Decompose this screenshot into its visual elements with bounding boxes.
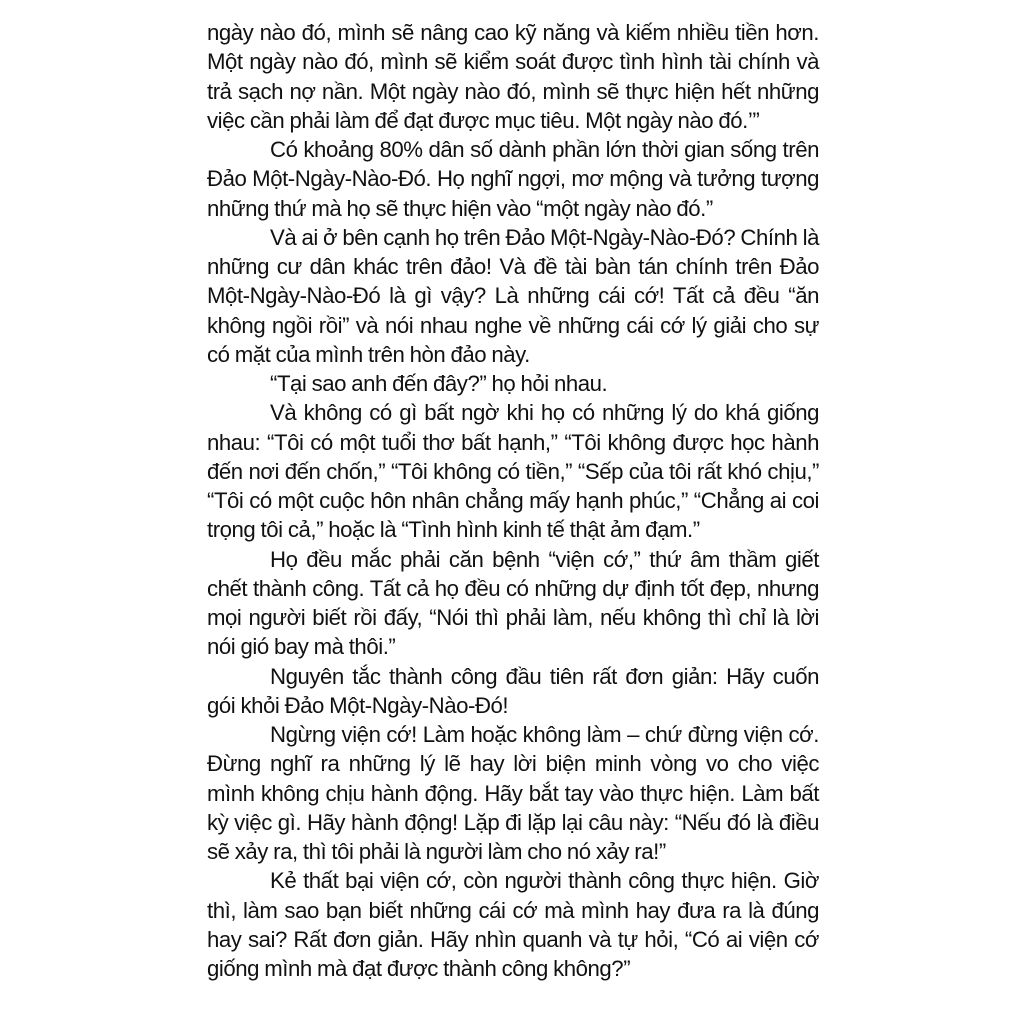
paragraph-1: ngày nào đó, mình sẽ nâng cao kỹ năng và kiếm nhiều tiền hơn. Một ngày nào đó, mình sẽ kiểm soát được tình hình tài chính và trả sạch nợ nần. Một ngày nào đó, mình sẽ thực hiện hết những việc cần phải làm để đạt được mục tiêu. Một ngày nào đó.’” (207, 20, 819, 133)
paragraph-3: Và ai ở bên cạnh họ trên Đảo Một-Ngày-Nào-Đó? Chính là những cư dân khác trên đảo! Và đề tài bàn tán chính trên Đảo Một-Ngày-Nào-Đó là gì vậy? Là những cái cớ! Tất cả đều “ăn không ngồi rồi” và nói nhau nghe về những cái cớ lý giải cho sự có mặt của mình trên hòn đảo này. (207, 224, 819, 367)
paragraph-6: Họ đều mắc phải căn bệnh “viện cớ,” thứ âm thầm giết chết thành công. Tất cả họ đều có những dự định tốt đẹp, nhưng mọi người biết rồi đấy, “Nói thì phải làm, nếu không thì chỉ là lời nói gió bay mà thôi.” (207, 546, 819, 660)
body-text (207, 18, 819, 983)
paragraph-2: Có khoảng 80% dân số dành phần lớn thời gian sống trên Đảo Một-Ngày-Nào-Đó. Họ nghĩ ngợi, mơ mộng và tưởng tượng những thứ mà họ sẽ thực hiện vào “một ngày nào đó.” (207, 137, 819, 221)
paragraph-7: Nguyên tắc thành công đầu tiên rất đơn giản: Hãy cuốn gói khỏi Đảo Một-Ngày-Nào-Đó! (207, 663, 819, 718)
paragraph-4: “Tại sao anh đến đây?” họ hỏi nhau. (270, 371, 608, 396)
paragraph-9: Kẻ thất bại viện cớ, còn người thành công thực hiện. Giờ thì, làm sao bạn biết những cái cớ mà mình hay đưa ra là đúng hay sai? Rất đơn giản. Hãy nhìn quanh và tự hỏi, “Có ai viện cớ giống mình mà đạt được thành công không?” (207, 868, 819, 981)
paragraph-8: Ngừng viện cớ! Làm hoặc không làm – chứ đừng viện cớ. Đừng nghĩ ra những lý lẽ hay lời biện minh vòng vo cho việc mình không chịu hành động. Hãy bắt tay vào thực hiện. Làm bất kỳ việc gì. Hãy hành động! Lặp đi lặp lại câu này: “Nếu đó là điều sẽ xảy ra, thì tôi phải là người làm cho nó xảy ra!” (207, 722, 819, 864)
paragraph-5: Và không có gì bất ngờ khi họ có những lý do khá giống nhau: “Tôi có một tuổi thơ bất hạnh,” “Tôi không được học hành đến nơi đến chốn,” “Tôi không có tiền,” “Sếp của tôi rất khó chịu,” “Tôi có một cuộc hôn nhân chẳng mấy hạnh phúc,” “Chẳng ai coi trọng tôi cả,” hoặc là “Tình hình kinh tế thật ảm đạm.” (207, 400, 819, 543)
